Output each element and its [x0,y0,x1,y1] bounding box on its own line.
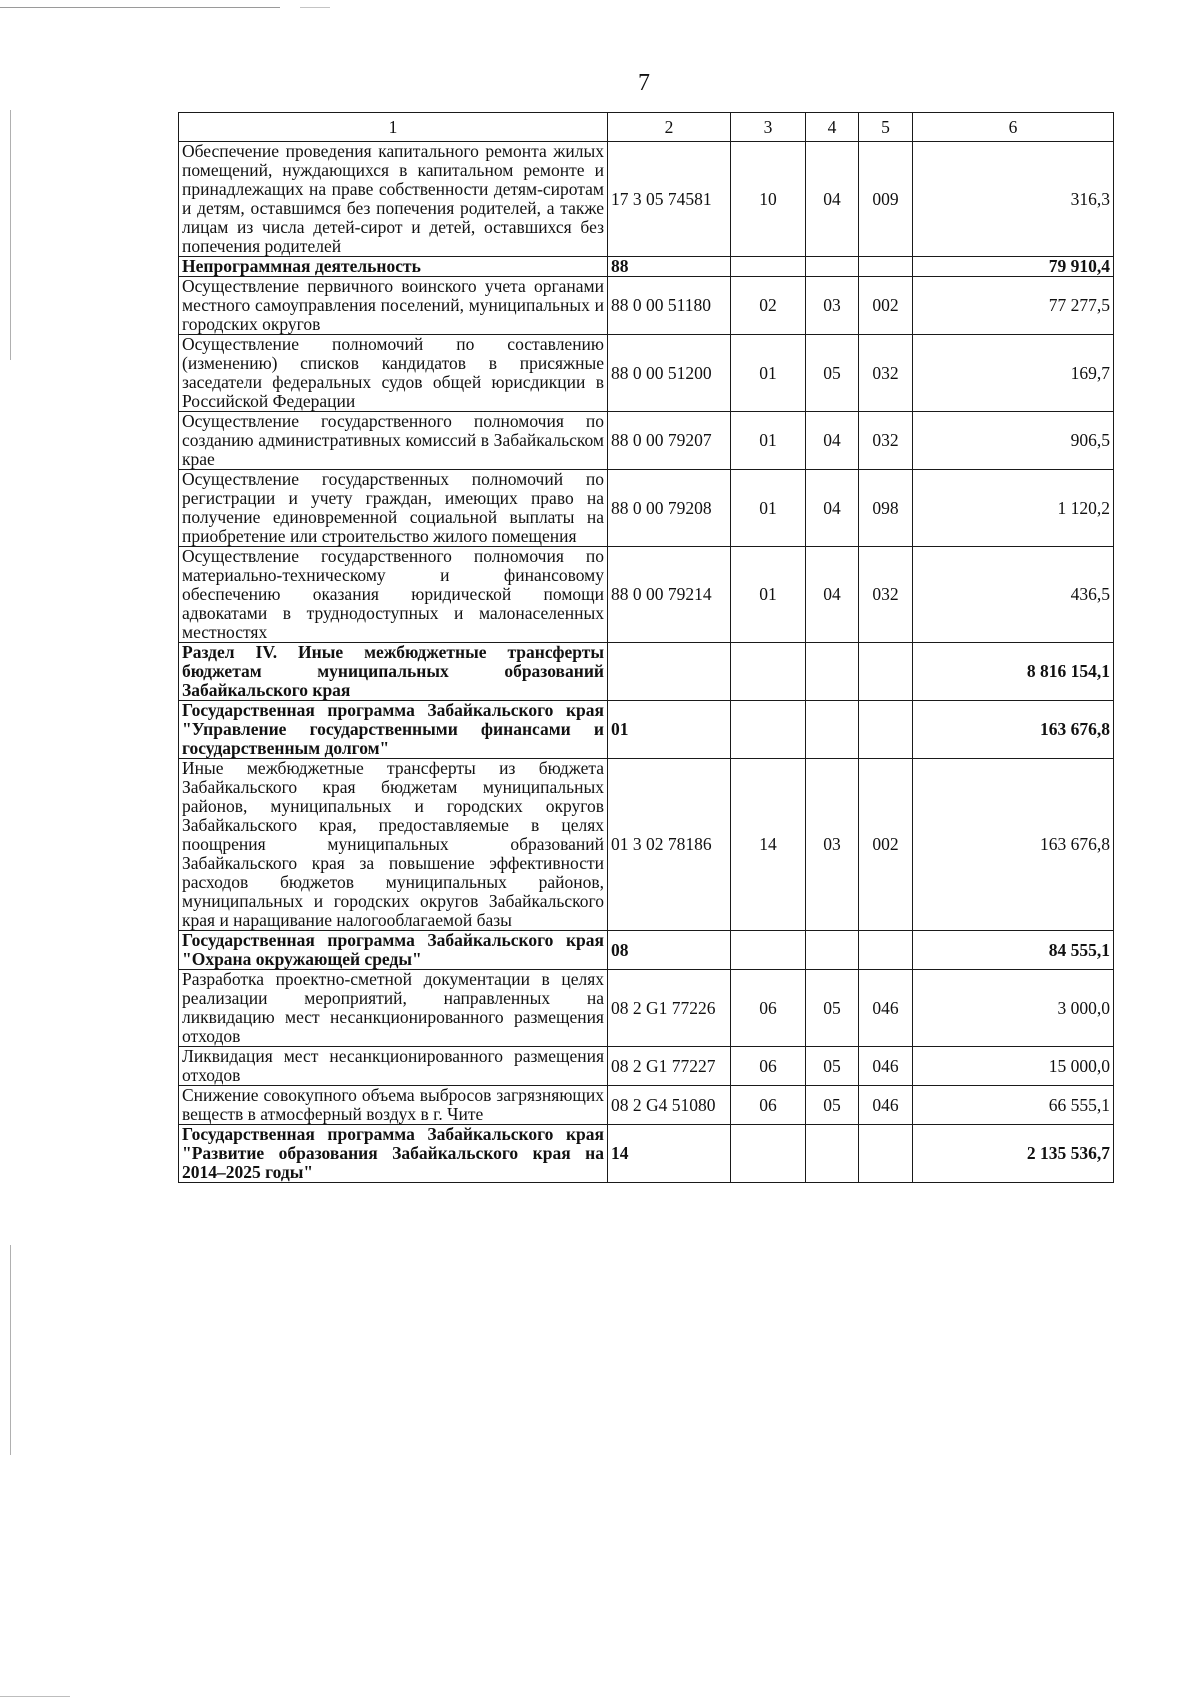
row-col5-cell: 046 [859,1086,913,1125]
table-row [179,970,1114,1047]
row-name-cell: Осуществление первичного воинского учета органами местного самоуправления поселений, муниципальных и городских округов [179,277,608,335]
row-col4-cell: 05 [806,335,859,412]
row-name-cell: Государственная программа Забайкальского края "Охрана окружающей среды" [179,931,608,970]
row-col5-cell: 032 [859,547,913,643]
row-code-cell: 08 [608,931,731,970]
row-col4-cell: 05 [806,1086,859,1125]
row-name-cell: Государственная программа Забайкальского края "Управление государственными финансами и государственным долгом" [179,701,608,759]
row-col5-cell: 032 [859,335,913,412]
row-code-cell: 88 0 00 79208 [608,470,731,547]
row-col4-cell [806,257,859,277]
row-amount-cell: 8 816 154,1 [913,643,1114,701]
row-col5-cell: 002 [859,759,913,931]
row-col5-cell: 046 [859,970,913,1047]
row-code-cell: 01 3 02 78186 [608,759,731,931]
row-col4-cell: 04 [806,412,859,470]
row-col4-cell [806,701,859,759]
table-row [179,470,1114,547]
row-col3-cell: 06 [731,970,806,1047]
row-col4-cell: 03 [806,759,859,931]
row-code-cell [608,643,731,701]
table-row [179,277,1114,335]
row-amount-cell: 163 676,8 [913,759,1114,931]
row-name-cell: Осуществление государственных полномочий по регистрации и учету граждан, имеющих право на получение единовременной социальной выплаты на приобретение или строительство жилого помещения [179,470,608,547]
row-col4-cell: 04 [806,142,859,257]
row-col4-cell: 05 [806,1047,859,1086]
row-code-cell: 08 2 G1 77227 [608,1047,731,1086]
row-amount-cell: 2 135 536,7 [913,1125,1114,1183]
row-col4-cell: 04 [806,547,859,643]
table-row [179,1086,1114,1125]
section-row [179,931,1114,970]
section-row [179,701,1114,759]
section-row [179,643,1114,701]
budget-table [178,112,1114,1183]
row-col3-cell [731,701,806,759]
row-col3-cell [731,257,806,277]
row-col3-cell: 01 [731,412,806,470]
table-row [179,335,1114,412]
row-col3-cell: 06 [731,1047,806,1086]
row-name-cell: Осуществление государственного полномочия по созданию административных комиссий в Забайкальском крае [179,412,608,470]
page-number: 7 [638,70,650,96]
row-col4-cell: 03 [806,277,859,335]
table-row [179,142,1114,257]
header-cell-4: 4 [806,113,859,142]
section-row [179,1125,1114,1183]
table-row [179,759,1114,931]
row-amount-cell: 169,7 [913,335,1114,412]
row-name-cell: Осуществление государственного полномочия по материально-техническому и финансовому обеспечению оказания юридической помощи адвокатами в труднодоступных и малонаселенных местностях [179,547,608,643]
row-col5-cell [859,931,913,970]
row-col5-cell: 002 [859,277,913,335]
scan-edge-line-left [10,110,11,360]
row-name-cell: Разработка проектно-сметной документации в целях реализации мероприятий, направленных на ликвидацию мест несанкционированного размещения отходов [179,970,608,1047]
table-row [179,547,1114,643]
scan-edge-line-top-short [300,7,330,8]
row-name-cell: Обеспечение проведения капитального ремонта жилых помещений, нуждающихся в капитальном ремонте и принадлежащих на праве собственности детям-сиротам и детям, оставшимся без попечения родителей, а также лицам из числа детей-сирот и детей, оставшихся без попечения родителей [179,142,608,257]
header-cell-5: 5 [859,113,913,142]
row-col5-cell: 032 [859,412,913,470]
row-col3-cell: 02 [731,277,806,335]
row-code-cell: 88 0 00 51200 [608,335,731,412]
row-code-cell: 88 0 00 79207 [608,412,731,470]
row-name-cell: Государственная программа Забайкальского края "Развитие образования Забайкальского края на 2014–2025 годы" [179,1125,608,1183]
row-amount-cell: 906,5 [913,412,1114,470]
section-row [179,257,1114,277]
row-name-cell: Иные межбюджетные трансферты из бюджета Забайкальского края бюджетам муниципальных районов, муниципальных и городских округов Забайкальского края, предоставляемые в целях поощрения муниципальных образований Забайкальского края за повышение эффективности расходов бюджетов муниципальных районов, муниципальных и городских округов Забайкальского края и наращивание налогооблагаемой базы [179,759,608,931]
row-code-cell: 88 [608,257,731,277]
row-col3-cell [731,643,806,701]
row-col5-cell: 046 [859,1047,913,1086]
row-col5-cell: 098 [859,470,913,547]
row-col3-cell [731,931,806,970]
row-col5-cell: 009 [859,142,913,257]
header-cell-2: 2 [608,113,731,142]
row-code-cell: 01 [608,701,731,759]
header-row [179,113,1114,142]
row-amount-cell: 77 277,5 [913,277,1114,335]
row-col4-cell [806,1125,859,1183]
row-amount-cell: 436,5 [913,547,1114,643]
header-cell-1: 1 [179,113,608,142]
row-amount-cell: 15 000,0 [913,1047,1114,1086]
row-code-cell: 08 2 G4 51080 [608,1086,731,1125]
row-col4-cell: 05 [806,970,859,1047]
row-col4-cell: 04 [806,470,859,547]
row-name-cell: Ликвидация мест несанкционированного размещения отходов [179,1047,608,1086]
row-amount-cell: 66 555,1 [913,1086,1114,1125]
header-cell-6: 6 [913,113,1114,142]
row-col3-cell: 06 [731,1086,806,1125]
row-col3-cell: 10 [731,142,806,257]
row-code-cell: 88 0 00 51180 [608,277,731,335]
row-name-cell: Осуществление полномочий по составлению (изменению) списков кандидатов в присяжные заседатели федеральных судов общей юрисдикции в Российской Федерации [179,335,608,412]
row-col3-cell: 14 [731,759,806,931]
scan-edge-line-top [0,7,280,8]
row-col4-cell [806,643,859,701]
table-body [179,113,1114,1183]
row-name-cell: Непрограммная деятельность [179,257,608,277]
row-col3-cell: 01 [731,470,806,547]
row-amount-cell: 84 555,1 [913,931,1114,970]
row-amount-cell: 79 910,4 [913,257,1114,277]
row-amount-cell: 1 120,2 [913,470,1114,547]
scan-edge-line-bottom [0,1696,70,1697]
row-name-cell: Раздел IV. Иные межбюджетные трансферты бюджетам муниципальных образований Забайкальского края [179,643,608,701]
row-code-cell: 88 0 00 79214 [608,547,731,643]
row-amount-cell: 3 000,0 [913,970,1114,1047]
row-col5-cell [859,701,913,759]
row-col5-cell [859,1125,913,1183]
row-amount-cell: 163 676,8 [913,701,1114,759]
table-row [179,412,1114,470]
row-amount-cell: 316,3 [913,142,1114,257]
row-col3-cell: 01 [731,335,806,412]
row-name-cell: Снижение совокупного объема выбросов загрязняющих веществ в атмосферный воздух в г. Чите [179,1086,608,1125]
row-code-cell: 17 3 05 74581 [608,142,731,257]
table-row [179,1047,1114,1086]
row-col3-cell: 01 [731,547,806,643]
header-cell-3: 3 [731,113,806,142]
row-code-cell: 14 [608,1125,731,1183]
scan-edge-line-left-lower [10,1245,11,1455]
row-col5-cell [859,643,913,701]
row-col4-cell [806,931,859,970]
row-col5-cell [859,257,913,277]
row-code-cell: 08 2 G1 77226 [608,970,731,1047]
row-col3-cell [731,1125,806,1183]
